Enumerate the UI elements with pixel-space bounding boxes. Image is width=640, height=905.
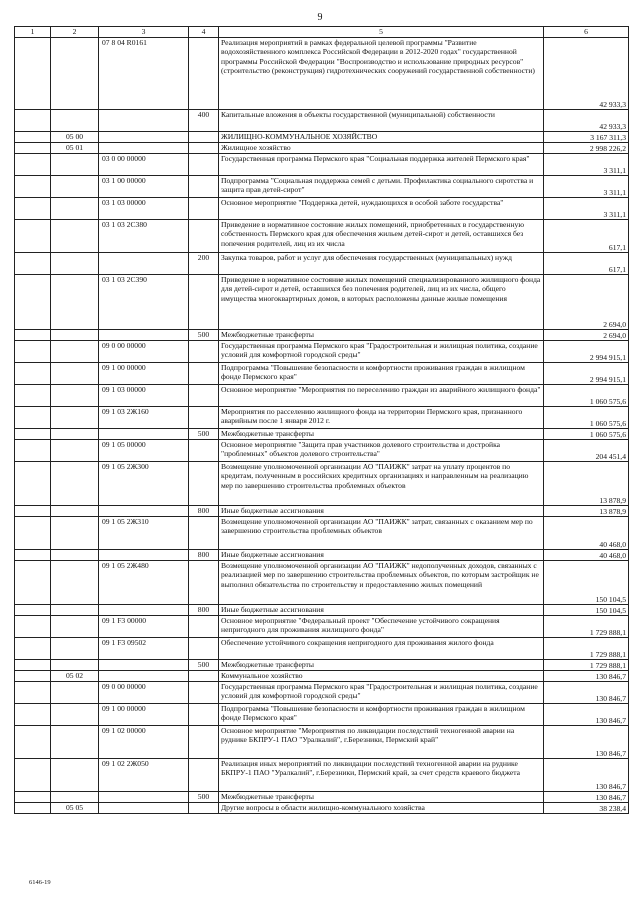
table-row	[15, 517, 629, 550]
razdel-cell	[15, 253, 51, 275]
razdel-cell	[15, 132, 51, 143]
expense-type-cell: 500	[189, 330, 219, 341]
expense-type-cell: 500	[189, 429, 219, 440]
column-number-row	[15, 27, 629, 38]
item-name-cell: Основное мероприятие "Федеральный проект "Обеспечение устойчивого сокращения непригодного для проживания жилищного фонда"	[219, 616, 544, 638]
budget-table	[14, 26, 629, 814]
item-name-cell: Государственная программа Пермского края "Социальная поддержка жителей Пермского края"	[219, 154, 544, 176]
target-article-code-cell	[99, 330, 189, 341]
amount-cell: 1 060 575,6	[544, 385, 629, 407]
item-name-cell: Закупка товаров, работ и услуг для обеспечения государственных (муниципальных) нужд	[219, 253, 544, 275]
razdel-cell	[15, 704, 51, 726]
item-name-cell: ЖИЛИЩНО-КОММУНАЛЬНОЕ ХОЗЯЙСТВО	[219, 132, 544, 143]
target-article-code-cell: 03 1 03 00000	[99, 198, 189, 220]
razdel-cell	[15, 220, 51, 253]
table-row	[15, 561, 629, 605]
target-article-code-cell	[99, 132, 189, 143]
table-row	[15, 176, 629, 198]
amount-cell: 1 729 888,1	[544, 660, 629, 671]
expense-type-cell	[189, 803, 219, 814]
razdel-cell	[15, 385, 51, 407]
subsection-code-cell	[51, 506, 99, 517]
razdel-cell	[15, 550, 51, 561]
table-row	[15, 253, 629, 275]
subsection-code-cell	[51, 726, 99, 759]
subsection-code-cell	[51, 759, 99, 792]
expense-type-cell: 500	[189, 792, 219, 803]
item-name-cell: Жилищное хозяйство	[219, 143, 544, 154]
table-row	[15, 275, 629, 330]
subsection-code-cell	[51, 440, 99, 462]
item-name-cell: Межбюджетные трансферты	[219, 429, 544, 440]
subsection-code-cell	[51, 341, 99, 363]
item-name-cell: Возмещение уполномоченной организации АО "ПАИЖК" затрат, связанных с оказанием мер по завершению строительства проблемных объектов	[219, 517, 544, 550]
subsection-code-cell	[51, 616, 99, 638]
razdel-cell	[15, 616, 51, 638]
item-name-cell: Капитальные вложения в объекты государственной (муниципальной) собственности	[219, 110, 544, 132]
razdel-cell	[15, 341, 51, 363]
item-name-cell: Иные бюджетные ассигнования	[219, 506, 544, 517]
amount-cell: 130 846,7	[544, 759, 629, 792]
subsection-code-cell	[51, 792, 99, 803]
subsection-code-cell	[51, 682, 99, 704]
amount-cell: 3 167 311,3	[544, 132, 629, 143]
page-number: 9	[317, 12, 323, 23]
amount-cell: 204 451,4	[544, 440, 629, 462]
expense-type-cell: 800	[189, 605, 219, 616]
razdel-cell	[15, 682, 51, 704]
table-row	[15, 605, 629, 616]
item-name-cell: Межбюджетные трансферты	[219, 792, 544, 803]
subsection-code-cell	[51, 561, 99, 605]
amount-cell: 617,1	[544, 220, 629, 253]
razdel-cell	[15, 407, 51, 429]
razdel-cell	[15, 671, 51, 682]
table-row	[15, 363, 629, 385]
expense-type-cell	[189, 143, 219, 154]
item-name-cell: Подпрограмма "Социальная поддержка семей с детьми. Профилактика социального сиротства и защита прав детей-сирот"	[219, 176, 544, 198]
subsection-code-cell	[51, 275, 99, 330]
razdel-cell	[15, 638, 51, 660]
amount-cell: 1 729 888,1	[544, 638, 629, 660]
expense-type-cell	[189, 407, 219, 429]
amount-cell: 130 846,7	[544, 792, 629, 803]
razdel-cell	[15, 517, 51, 550]
table-row	[15, 330, 629, 341]
table-row	[15, 671, 629, 682]
target-article-code-cell: 03 1 03 2С380	[99, 220, 189, 253]
expense-type-cell	[189, 341, 219, 363]
target-article-code-cell	[99, 506, 189, 517]
razdel-cell	[15, 110, 51, 132]
subsection-code-cell	[51, 363, 99, 385]
target-article-code-cell: 03 1 00 00000	[99, 176, 189, 198]
table-row	[15, 616, 629, 638]
target-article-code-cell	[99, 803, 189, 814]
table-row	[15, 154, 629, 176]
expense-type-cell: 500	[189, 660, 219, 671]
razdel-cell	[15, 330, 51, 341]
target-article-code-cell: 09 1 02 2Ж050	[99, 759, 189, 792]
table-row	[15, 759, 629, 792]
amount-cell: 130 846,7	[544, 682, 629, 704]
razdel-cell	[15, 440, 51, 462]
target-article-code-cell: 09 1 03 2Ж160	[99, 407, 189, 429]
razdel-cell	[15, 660, 51, 671]
expense-type-cell: 400	[189, 110, 219, 132]
expense-type-cell	[189, 682, 219, 704]
amount-cell: 150 104,5	[544, 561, 629, 605]
amount-cell: 2 994 915,1	[544, 341, 629, 363]
item-name-cell: Подпрограмма "Повышение безопасности и комфортности проживания граждан в жилищном фонде Пермского края"	[219, 363, 544, 385]
subsection-code-cell	[51, 660, 99, 671]
item-name-cell: Государственная программа Пермского края "Градостроительная и жилищная политика, создание условий для комфортной городской среды"	[219, 341, 544, 363]
razdel-cell	[15, 38, 51, 110]
target-article-code-cell	[99, 792, 189, 803]
target-article-code-cell: 09 1 05 2Ж310	[99, 517, 189, 550]
item-name-cell: Реализация мероприятий в рамках федеральной целевой программы "Развитие водохозяйственного комплекса Российской Федерации в 2012-2020 годах" государственной программы Российской Федерации "Воспроизводство и использование природных ресурсов" (строительство (реконструкция) гидротехнических сооружений государственной собственности)	[219, 38, 544, 110]
expense-type-cell	[189, 275, 219, 330]
subsection-code-cell: 05 02	[51, 671, 99, 682]
razdel-cell	[15, 143, 51, 154]
razdel-cell	[15, 429, 51, 440]
razdel-cell	[15, 726, 51, 759]
column-number: 1	[15, 27, 51, 38]
column-number: 3	[99, 27, 189, 38]
target-article-code-cell: 09 1 F3 00000	[99, 616, 189, 638]
amount-cell: 2 694,0	[544, 275, 629, 330]
target-article-code-cell: 09 1 00 00000	[99, 363, 189, 385]
subsection-code-cell	[51, 110, 99, 132]
razdel-cell	[15, 462, 51, 506]
amount-cell: 3 311,1	[544, 176, 629, 198]
table-row	[15, 38, 629, 110]
target-article-code-cell	[99, 429, 189, 440]
amount-cell: 130 846,7	[544, 671, 629, 682]
table-row	[15, 429, 629, 440]
item-name-cell: Основное мероприятие "Защита прав участников долевого строительства и достройка "проблемных" объектов долевого строительства"	[219, 440, 544, 462]
expense-type-cell	[189, 198, 219, 220]
item-name-cell: Другие вопросы в области жилищно-коммунального хозяйства	[219, 803, 544, 814]
amount-cell: 3 311,1	[544, 198, 629, 220]
razdel-cell	[15, 154, 51, 176]
item-name-cell: Приведение в нормативное состояние жилых помещений, приобретенных в государственную собственность Пермского края для обеспечения жильем детей-сирот и детей, оставшихся без попечения родителей, лиц из их числа	[219, 220, 544, 253]
subsection-code-cell	[51, 429, 99, 440]
table-row	[15, 198, 629, 220]
razdel-cell	[15, 803, 51, 814]
table-row	[15, 143, 629, 154]
subsection-code-cell	[51, 38, 99, 110]
subsection-code-cell	[51, 407, 99, 429]
subsection-code-cell	[51, 330, 99, 341]
column-number: 5	[219, 27, 544, 38]
amount-cell: 2 694,0	[544, 330, 629, 341]
item-name-cell: Возмещение уполномоченной организации АО "ПАИЖК" затрат на уплату процентов по кредитам, полученным в российских кредитных организациях и направленным на реализацию мер по завершению строительства проблемных объектов	[219, 462, 544, 506]
amount-cell: 150 104,5	[544, 605, 629, 616]
table-row	[15, 220, 629, 253]
target-article-code-cell: 09 1 05 2Ж300	[99, 462, 189, 506]
item-name-cell: Государственная программа Пермского края "Градостроительная и жилищная политика, создание условий для комфортной городской среды"	[219, 682, 544, 704]
subsection-code-cell	[51, 385, 99, 407]
footer-document-code: 6146-19	[29, 879, 51, 886]
subsection-code-cell	[51, 638, 99, 660]
subsection-code-cell	[51, 550, 99, 561]
item-name-cell: Возмещение уполномоченной организации АО "ПАИЖК" недополученных доходов, связанных с реализацией мер по завершению строительства проблемных объектов, по которым застройщик не выполнил обязательства по строительству и предоставлению жилых помещений	[219, 561, 544, 605]
table-row	[15, 550, 629, 561]
amount-cell: 13 878,9	[544, 462, 629, 506]
item-name-cell: Приведение в нормативное состояние жилых помещений специализированного жилищного фонда для детей-сирот и детей, оставшихся без попечения родителей, лиц из их числа, общего имущества многоквартирных домов, в которых расположены данные жилые помещения	[219, 275, 544, 330]
target-article-code-cell: 09 1 03 00000	[99, 385, 189, 407]
target-article-code-cell: 09 1 00 00000	[99, 704, 189, 726]
expense-type-cell	[189, 726, 219, 759]
target-article-code-cell	[99, 143, 189, 154]
table-row	[15, 792, 629, 803]
table-row	[15, 110, 629, 132]
item-name-cell: Реализация иных мероприятий по ликвидации последствий техногенной аварии на руднике БКПРУ-1 ПАО "Уралкалий", г.Березники, Пермский край, за счет средств краевого бюджета	[219, 759, 544, 792]
amount-cell: 130 846,7	[544, 726, 629, 759]
item-name-cell: Обеспечение устойчивого сокращения непригодного для проживания жилого фонда	[219, 638, 544, 660]
target-article-code-cell: 09 0 00 00000	[99, 341, 189, 363]
subsection-code-cell	[51, 704, 99, 726]
table-row	[15, 638, 629, 660]
razdel-cell	[15, 198, 51, 220]
subsection-code-cell	[51, 154, 99, 176]
expense-type-cell	[189, 385, 219, 407]
table-row	[15, 682, 629, 704]
target-article-code-cell: 07 8 04 R0161	[99, 38, 189, 110]
expense-type-cell: 800	[189, 506, 219, 517]
expense-type-cell: 800	[189, 550, 219, 561]
amount-cell: 1 060 575,6	[544, 407, 629, 429]
expense-type-cell	[189, 671, 219, 682]
table-row	[15, 660, 629, 671]
item-name-cell: Основное мероприятие "Мероприятия по переселению граждан из аварийного жилищного фонда"	[219, 385, 544, 407]
expense-type-cell	[189, 440, 219, 462]
subsection-code-cell: 05 00	[51, 132, 99, 143]
amount-cell: 42 933,3	[544, 110, 629, 132]
item-name-cell: Иные бюджетные ассигнования	[219, 550, 544, 561]
expense-type-cell	[189, 220, 219, 253]
subsection-code-cell	[51, 605, 99, 616]
amount-cell: 42 933,3	[544, 38, 629, 110]
item-name-cell: Коммунальное хозяйство	[219, 671, 544, 682]
amount-cell: 130 846,7	[544, 704, 629, 726]
subsection-code-cell	[51, 198, 99, 220]
table-row	[15, 506, 629, 517]
subsection-code-cell	[51, 253, 99, 275]
amount-cell: 617,1	[544, 253, 629, 275]
expense-type-cell	[189, 704, 219, 726]
target-article-code-cell	[99, 605, 189, 616]
amount-cell: 2 998 226,2	[544, 143, 629, 154]
expense-type-cell	[189, 561, 219, 605]
expense-type-cell	[189, 759, 219, 792]
subsection-code-cell	[51, 517, 99, 550]
amount-cell: 13 878,9	[544, 506, 629, 517]
amount-cell: 1 060 575,6	[544, 429, 629, 440]
amount-cell: 1 729 888,1	[544, 616, 629, 638]
expense-type-cell	[189, 616, 219, 638]
expense-type-cell	[189, 363, 219, 385]
subsection-code-cell	[51, 220, 99, 253]
subsection-code-cell	[51, 176, 99, 198]
column-number: 2	[51, 27, 99, 38]
item-name-cell: Основное мероприятие "Поддержка детей, нуждающихся в особой заботе государства"	[219, 198, 544, 220]
target-article-code-cell: 09 1 05 00000	[99, 440, 189, 462]
expense-type-cell	[189, 462, 219, 506]
target-article-code-cell	[99, 660, 189, 671]
target-article-code-cell: 09 1 F3 09502	[99, 638, 189, 660]
target-article-code-cell: 03 1 03 2С390	[99, 275, 189, 330]
subsection-code-cell	[51, 462, 99, 506]
subsection-code-cell: 05 05	[51, 803, 99, 814]
item-name-cell: Межбюджетные трансферты	[219, 660, 544, 671]
column-number: 4	[189, 27, 219, 38]
table-row	[15, 803, 629, 814]
table-row	[15, 407, 629, 429]
expense-type-cell	[189, 638, 219, 660]
item-name-cell: Межбюджетные трансферты	[219, 330, 544, 341]
expense-type-cell	[189, 176, 219, 198]
target-article-code-cell: 09 1 02 00000	[99, 726, 189, 759]
amount-cell: 2 994 915,1	[544, 363, 629, 385]
item-name-cell: Мероприятия по расселению жилищного фонда на территории Пермского края, признанного аварийным после 1 января 2012 г.	[219, 407, 544, 429]
amount-cell: 3 311,1	[544, 154, 629, 176]
expense-type-cell: 200	[189, 253, 219, 275]
amount-cell: 40 468,0	[544, 517, 629, 550]
razdel-cell	[15, 363, 51, 385]
item-name-cell: Иные бюджетные ассигнования	[219, 605, 544, 616]
target-article-code-cell	[99, 253, 189, 275]
razdel-cell	[15, 561, 51, 605]
target-article-code-cell: 09 1 05 2Ж480	[99, 561, 189, 605]
target-article-code-cell	[99, 550, 189, 561]
subsection-code-cell: 05 01	[51, 143, 99, 154]
razdel-cell	[15, 759, 51, 792]
column-number: 6	[544, 27, 629, 38]
razdel-cell	[15, 506, 51, 517]
amount-cell: 38 238,4	[544, 803, 629, 814]
table-row	[15, 440, 629, 462]
table-row	[15, 341, 629, 363]
table-row	[15, 704, 629, 726]
table-row	[15, 132, 629, 143]
item-name-cell: Основное мероприятие "Мероприятия по ликвидации последствий техногенной аварии на руднике БКПРУ-1 ПАО "Уралкалий", г.Березники, Пермский край"	[219, 726, 544, 759]
expense-type-cell	[189, 154, 219, 176]
target-article-code-cell	[99, 110, 189, 132]
razdel-cell	[15, 605, 51, 616]
razdel-cell	[15, 275, 51, 330]
table-row	[15, 462, 629, 506]
expense-type-cell	[189, 517, 219, 550]
amount-cell: 40 468,0	[544, 550, 629, 561]
item-name-cell: Подпрограмма "Повышение безопасности и комфортности проживания граждан в жилищном фонде Пермского края"	[219, 704, 544, 726]
target-article-code-cell: 09 0 00 00000	[99, 682, 189, 704]
target-article-code-cell	[99, 671, 189, 682]
target-article-code-cell: 03 0 00 00000	[99, 154, 189, 176]
expense-type-cell	[189, 38, 219, 110]
table-row	[15, 385, 629, 407]
expense-type-cell	[189, 132, 219, 143]
razdel-cell	[15, 792, 51, 803]
table-row	[15, 726, 629, 759]
razdel-cell	[15, 176, 51, 198]
